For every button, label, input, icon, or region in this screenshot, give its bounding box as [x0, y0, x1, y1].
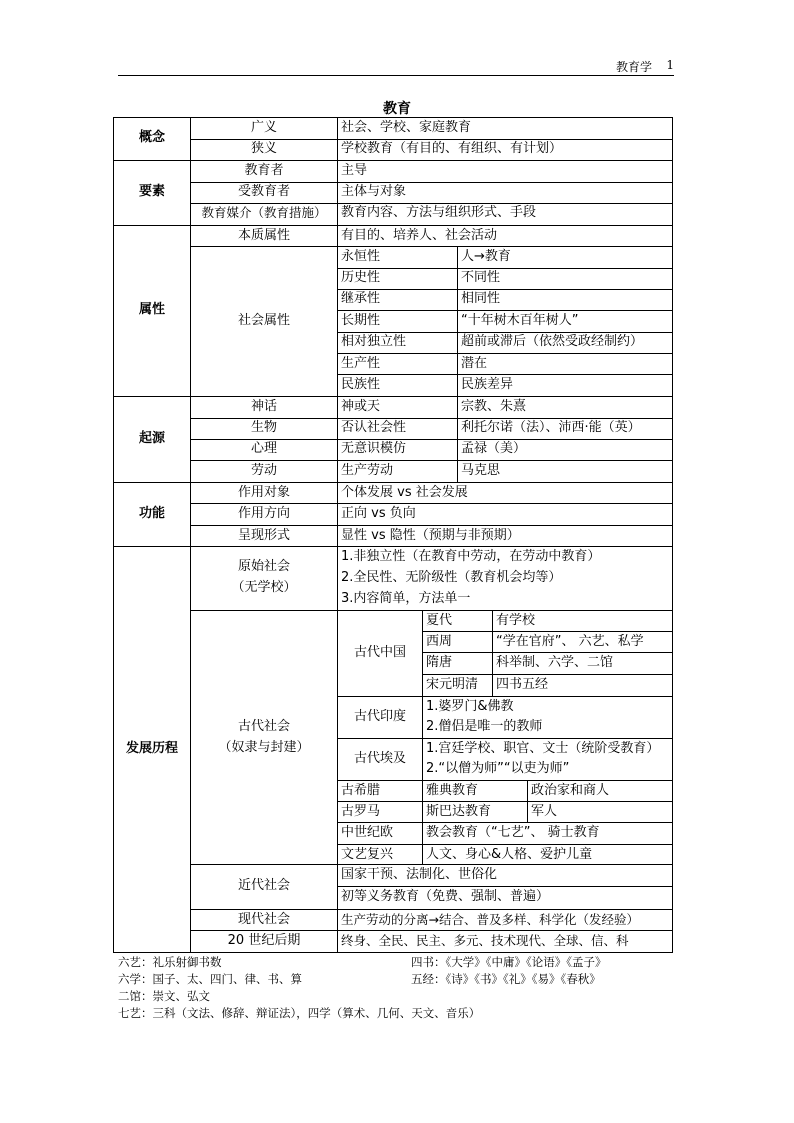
- contemporary-society: 现代社会: [237, 912, 290, 927]
- ancient-india: 古代印度: [353, 709, 406, 724]
- ancient-china: 古代中国: [353, 645, 406, 660]
- dynasty: 夏代: [426, 613, 453, 628]
- origin-theory: 劳动: [250, 463, 277, 478]
- primitive-society-note: （无学校）: [231, 580, 297, 595]
- attr-row-value: “十年树木百年树人”: [461, 313, 579, 328]
- india-item: 2.僧侣是唯一的教师: [426, 719, 543, 734]
- concept-narrow-value: 学校教育（有目的、有组织、有计划）: [341, 141, 563, 156]
- ancient-rome: 古罗马: [341, 804, 381, 819]
- page-number: 1: [666, 58, 674, 72]
- concept-broad-value: 社会、学校、家庭教育: [341, 120, 472, 135]
- origin-view: 神或天: [341, 399, 381, 414]
- elements-media-value: 教育内容、方法与组织形式、手段: [341, 205, 537, 220]
- india-item: 1.婆罗门&佛教: [426, 699, 514, 714]
- attr-row-key: 相对独立性: [341, 334, 407, 349]
- primitive-item: 1.非独立性（在教育中劳动，在劳动中教育）: [341, 549, 601, 564]
- header-title: 教育学: [615, 60, 652, 74]
- dynasty: 宋元明清: [426, 677, 479, 692]
- attr-row-value: 不同性: [461, 270, 501, 285]
- dynasty-value: “学在官府”、 六艺、私学: [496, 634, 644, 649]
- function-aspect: 作用对象: [237, 485, 290, 500]
- note-wujing: 五经：《诗》《书》《礼》《易》《春秋》: [411, 972, 601, 986]
- primitive-society: 原始社会: [237, 559, 290, 574]
- greece-goal: 政治家和商人: [531, 783, 610, 798]
- attr-row-key: 民族性: [341, 377, 381, 392]
- dynasty-value: 四书五经: [496, 677, 549, 692]
- function-value: 个体发展 vs 社会发展: [341, 485, 468, 500]
- origin-representative: 宗教、朱熹: [461, 399, 527, 414]
- attr-row-value: 相同性: [461, 291, 501, 306]
- egypt-item: 2.“以僧为师”“以吏为师”: [426, 761, 570, 776]
- attributes-social: 社会属性: [237, 313, 290, 328]
- attr-row-value: 潜在: [461, 356, 488, 371]
- document-title: 教育: [383, 101, 411, 117]
- elements-label: 要素: [138, 184, 165, 199]
- function-aspect: 呈现形式: [237, 528, 290, 543]
- ancient-society-note: （奴隶与封建）: [218, 740, 310, 755]
- elements-educator: 教育者: [244, 163, 284, 178]
- modern-society: 近代社会: [237, 878, 290, 893]
- dynasty: 西周: [426, 634, 453, 649]
- primitive-item: 2.全民性、无阶级性（教育机会均等）: [341, 570, 562, 585]
- attr-row-key: 永恒性: [341, 249, 381, 264]
- note-sishu: 四书：《大学》《中庸》《论语》《孟子》: [411, 955, 607, 969]
- dynasty: 隋唐: [426, 655, 453, 670]
- primitive-item: 3.内容简单，方法单一: [341, 591, 471, 606]
- attr-row-key: 生产性: [341, 356, 381, 371]
- contemporary-value: 生产劳动的分离→结合、普及多样、科学化（发经验）: [341, 912, 639, 927]
- concept-label: 概念: [138, 130, 165, 145]
- renaissance-value: 人文、身心&人格、爱护儿童: [426, 847, 593, 862]
- rome-goal: 军人: [531, 804, 558, 819]
- late-20th-century: 20 世纪后期: [227, 933, 301, 948]
- note-liuyi: 六艺：礼乐射御书数: [118, 955, 222, 969]
- elements-learner: 受教育者: [237, 184, 290, 199]
- attributes-label: 属性: [138, 302, 165, 317]
- concept-narrow: 狭义: [250, 141, 277, 156]
- attr-row-value: 超前或滞后（依然受政经制约）: [461, 334, 644, 349]
- attr-row-key: 历史性: [341, 270, 381, 285]
- dynasty-value: 有学校: [496, 613, 536, 628]
- attr-row-value: 民族差异: [461, 377, 514, 392]
- ancient-greece: 古希腊: [341, 783, 381, 798]
- origin-representative: 马克思: [461, 463, 501, 478]
- origin-label: 起源: [138, 431, 165, 446]
- attributes-essence: 本质属性: [237, 228, 290, 243]
- ancient-society: 古代社会: [237, 719, 290, 734]
- dynasty-value: 科举制、六学、二馆: [496, 655, 614, 670]
- late-20th-value: 终身、全民、民主、多元、技术现代、全球、信、科: [341, 933, 629, 948]
- greece-education: 雅典教育: [426, 783, 479, 798]
- note-erguan: 二馆：崇文、弘文: [118, 989, 210, 1003]
- modern-item: 国家干预、法制化、世俗化: [341, 867, 498, 882]
- origin-theory: 心理: [250, 441, 277, 456]
- note-qiyi: 七艺：三科（文法、修辞、辩证法），四学（算术、几何、天文、音乐）: [118, 1006, 481, 1020]
- elements-media: 教育媒介（教育措施）: [201, 205, 327, 220]
- medieval-europe: 中世纪欧: [341, 825, 394, 840]
- function-value: 显性 vs 隐性（预期与非预期）: [341, 528, 520, 543]
- renaissance: 文艺复兴: [341, 847, 394, 862]
- function-aspect: 作用方向: [237, 506, 290, 521]
- medieval-value: 教会教育（“七艺”、 骑士教育: [426, 825, 600, 840]
- attr-row-key: 长期性: [341, 313, 381, 328]
- origin-view: 否认社会性: [341, 420, 407, 435]
- attributes-essence-value: 有目的、培养人、社会活动: [341, 228, 498, 243]
- origin-representative: 利托尔诺（法）、沛西·能（英）: [461, 420, 641, 435]
- origin-view: 无意识模仿: [341, 441, 407, 456]
- function-value: 正向 vs 负向: [341, 506, 416, 521]
- rome-education: 斯巴达教育: [426, 804, 492, 819]
- origin-theory: 生物: [250, 420, 277, 435]
- attr-row-key: 继承性: [341, 291, 381, 306]
- origin-view: 生产劳动: [341, 463, 394, 478]
- concept-broad: 广义: [250, 120, 277, 135]
- attr-row-value: 人→教育: [461, 249, 511, 264]
- elements-learner-value: 主体与对象: [341, 184, 407, 199]
- history-label: 发展历程: [125, 741, 178, 756]
- egypt-item: 1.宫廷学校、职官、文士（统阶受教育）: [426, 741, 660, 756]
- ancient-egypt: 古代埃及: [353, 751, 406, 766]
- note-liuxue: 六学：国子、太、四门、律、书、算: [118, 972, 302, 986]
- function-label: 功能: [138, 506, 165, 521]
- modern-item: 初等义务教育（免费、强制、普遍）: [341, 889, 550, 904]
- elements-educator-value: 主导: [341, 163, 368, 178]
- origin-theory: 神话: [250, 399, 277, 414]
- origin-representative: 孟禄（美）: [461, 441, 527, 456]
